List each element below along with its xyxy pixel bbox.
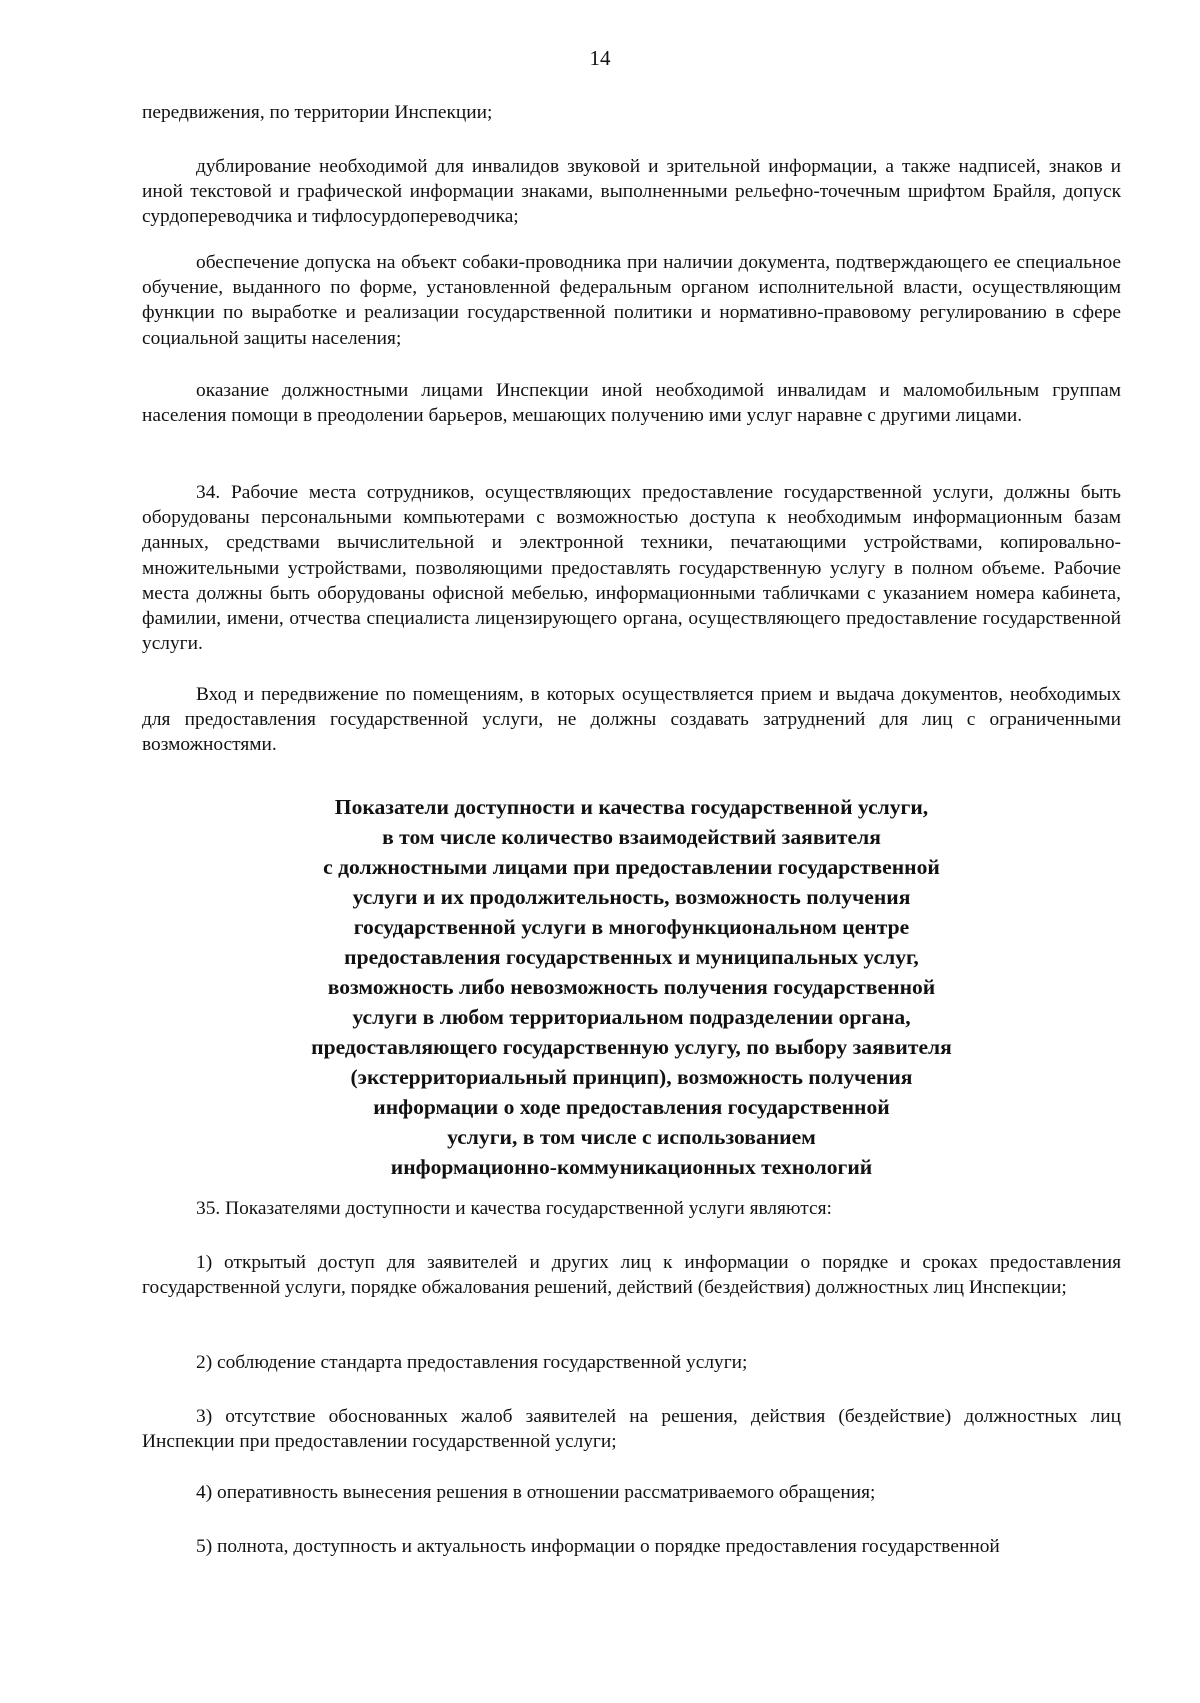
paragraph-braille-duplication: дублирование необходимой для инвалидов звуковой и зрительной информации, а также надписей, знаков и иной текстовой и графической информации знаками, выполненными рельефно-точечным шрифтом Брайля, допуск сурдопереводчика и тифлосурдопереводчика; [142, 156, 1121, 228]
heading-line: (экстерриториальный принцип), возможность получения [350, 1065, 913, 1089]
list-item-3-no-complaints: 3) отсутствие обоснованных жалоб заявителей на решения, действия (бездействие) должностных лиц Инспекции при предоставлении государственной услуги; [142, 1406, 1121, 1453]
heading-line: Показатели доступности и качества государственной услуги, [334, 795, 929, 819]
paragraph-35-indicators: 35. Показателями доступности и качества государственной услуги являются: [196, 1198, 832, 1219]
list-item-2-standard-compliance: 2) соблюдение стандарта предоставления государственной услуги; [196, 1352, 748, 1373]
list-item-5-completeness: 5) полнота, доступность и актуальность информации о порядке предоставления государственной [196, 1536, 1000, 1557]
list-item-4-efficiency: 4) оперативность вынесения решения в отношении рассматриваемого обращения; [196, 1482, 876, 1503]
heading-line: в том числе количество взаимодействий заявителя [382, 825, 881, 849]
heading-line: возможность либо невозможность получения государственной [327, 975, 936, 999]
paragraph-official-assistance: оказание должностными лицами Инспекции иной необходимой инвалидам и маломобильным группам населения помощи в преодолении барьеров, мешающих получению ими услуг наравне с другими лицами. [142, 380, 1121, 427]
heading-line: государственной услуги в многофункциональном центре [353, 915, 910, 939]
heading-line: услуги, в том числе с использованием [447, 1125, 816, 1149]
heading-line: услуги в любом территориальном подразделении органа, [352, 1005, 911, 1029]
heading-line: предоставления государственных и муниципальных услуг, [344, 945, 919, 969]
heading-line: с должностными лицами при предоставлении государственной [323, 855, 940, 879]
paragraph-34-workplaces: 34. Рабочие места сотрудников, осуществляющих предоставление государственной услуги, должны быть оборудованы персональными компьютерами с возможностью доступа к необходимым информационным базам данных, средствами вычислительной и электронной техники, печатающими устройствами, копировально-множительными устройствами, позволяющими предоставлять государственную услугу в полном объеме. Рабочие места должны быть оборудованы офисной мебелью, информационными табличками с указанием номера кабинета, фамилии, имени, отчества специалиста лицензирующего органа, осуществляющего предоставление государственной услуги. [142, 482, 1121, 655]
paragraph-continuation: передвижения, по территории Инспекции; [142, 102, 493, 123]
paragraph-entrance-movement: Вход и передвижение по помещениям, в которых осуществляется прием и выдача документов, необходимых для предоставления государственной услуги, не должны создавать затруднений для лиц с ограниченными возможностями. [142, 684, 1121, 756]
heading-line: услуги и их продолжительность, возможность получения [352, 885, 911, 909]
paragraph-guide-dog: обеспечение допуска на объект собаки-проводника при наличии документа, подтверждающего ее специальное обучение, выданного по форме, установленной федеральным органом исполнительной власти, осуществляющим функции по выработке и реализации государственной политики и нормативно-правовому регулированию в сфере социальной защиты населения; [142, 252, 1121, 349]
heading-line: информации о ходе предоставления государственной [373, 1095, 890, 1119]
heading-line: информационно-коммуникационных технологий [390, 1155, 873, 1179]
list-item-1-open-access: 1) открытый доступ для заявителей и других лиц к информации о порядке и сроках предоставления государственной услуги, порядке обжалования решений, действий (бездействия) должностных лиц Инспекции; [142, 1252, 1121, 1299]
section-heading [142, 792, 1121, 1182]
heading-line: предоставляющего государственную услугу, по выбору заявителя [311, 1035, 952, 1059]
page-number: 14 [589, 46, 611, 70]
